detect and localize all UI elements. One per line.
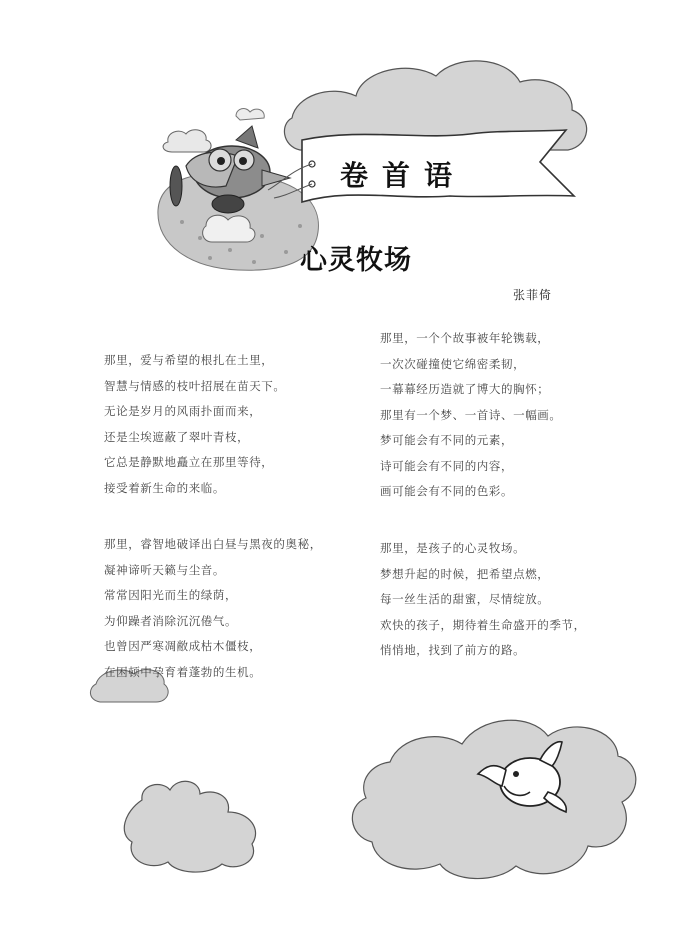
- poem-line: 常常因阳光而生的绿荫，: [104, 588, 238, 602]
- poem-line: 悄悄地，找到了前方的路。: [380, 643, 526, 657]
- poem-line: 欢快的孩子，期待着生命盛开的季节，: [380, 617, 586, 632]
- poem-line: 那里，一个个故事被年轮镌载，: [380, 331, 550, 345]
- poem-line: 那里，睿智地破译出白昼与黑夜的奥秘，: [104, 537, 322, 551]
- poem-stanza-left-2: [104, 532, 322, 685]
- poem-line: 凝神谛听天籁与尘音。: [104, 562, 225, 577]
- poem-line: 那里，是孩子的心灵牧场。: [380, 541, 526, 555]
- poem-line: 梦想升起的时候，把希望点燃，: [380, 566, 550, 581]
- poem-stanza-right-1: [380, 326, 562, 505]
- poem-line: 梦可能会有不同的元素，: [380, 433, 514, 447]
- poem-line: 它总是静默地矗立在那里等待，: [104, 455, 274, 469]
- poem-line: 也曾因严寒凋敝成枯木僵枝，: [104, 639, 262, 653]
- poem-stanza-right-2: [380, 536, 586, 664]
- poem-line: 诗可能会有不同的内容，: [380, 458, 514, 473]
- poem-line: 那里，爱与希望的根扎在土里，: [104, 353, 274, 367]
- poem-line: 智慧与情感的枝叶招展在苗天下。: [104, 378, 286, 393]
- poem-line: 接受着新生命的来临。: [104, 480, 225, 495]
- cloud-small-icon: [163, 130, 211, 152]
- cloud-small-icon: [203, 215, 255, 242]
- poem-line: 那里有一个梦、一首诗、一幅画。: [380, 407, 562, 422]
- poem-line: 为仰躁者消除沉沉倦气。: [104, 613, 238, 628]
- cloud-icon: [352, 720, 635, 878]
- author-name: 张菲倚: [513, 288, 553, 302]
- poem-line: 在困顿中孕育着蓬勃的生机。: [104, 664, 262, 679]
- poem-line: 无论是岁月的风雨扑面而来，: [104, 404, 262, 418]
- page-title: 心灵牧场: [300, 245, 412, 276]
- poem-stanza-left-1: [104, 348, 286, 501]
- poem-line: 画可能会有不同的色彩。: [380, 484, 514, 498]
- poem-line: 一幕幕经历造就了博大的胸怀；: [380, 382, 550, 396]
- poem-line: 每一丝生活的甜蜜，尽情绽放。: [380, 592, 550, 606]
- banner-text: 卷首语: [340, 159, 467, 192]
- poem-line: 一次次碰撞使它绵密柔韧，: [380, 356, 526, 371]
- poem-line: 还是尘埃遮蔽了翠叶青枝，: [104, 429, 250, 444]
- cloud-icon: [124, 781, 255, 872]
- cloud-small-icon: [236, 109, 264, 120]
